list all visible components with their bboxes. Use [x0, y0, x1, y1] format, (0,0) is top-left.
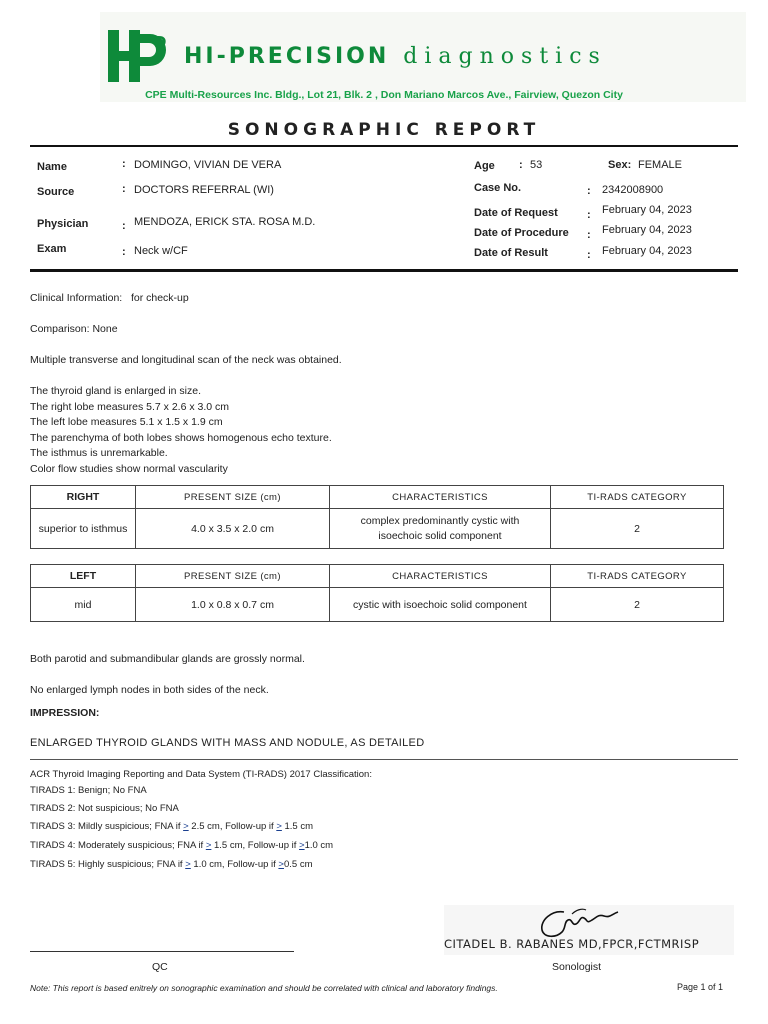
patient-exam: Neck w/CF [134, 245, 188, 257]
comparison: Comparison: None [30, 323, 118, 335]
patient-name: DOMINGO, VIVIAN DE VERA [134, 159, 282, 171]
exam-label: Exam [37, 243, 67, 255]
finding-line: The thyroid gland is enlarged in size. [30, 385, 202, 397]
tirads-3: TIRADS 3: Mildly suspicious; FNA if > 2.5 cm, Follow-up if > 1.5 cm [30, 821, 314, 832]
brand-name [184, 44, 607, 69]
lymph-finding: No enlarged lymph nodes in both sides of the neck. [30, 684, 269, 696]
date-of-procedure: February 04, 2023 [602, 224, 692, 236]
scan-description: Multiple transverse and longitudinal scan of the neck was obtained. [30, 354, 342, 366]
tirads-1: TIRADS 1: Benign; No FNA [30, 785, 147, 796]
impression-text: ENLARGED THYROID GLANDS WITH MASS AND NODULE, AS DETAILED [30, 737, 425, 749]
thyroid-findings [30, 384, 332, 477]
page-number: Page 1 of 1 [677, 982, 724, 992]
date-of-result: February 04, 2023 [602, 245, 692, 257]
patient-sex: FEMALE [638, 159, 683, 171]
date-result-label: Date of Result [474, 247, 548, 259]
table-side-left: LEFT [31, 565, 136, 588]
sonologist-label: Sonologist [552, 961, 602, 973]
qc-label: QC [152, 961, 168, 973]
glands-finding: Both parotid and submandibular glands are grossly normal. [30, 653, 305, 665]
date-result-colon: : [587, 249, 591, 261]
brand-sub: diagnostics [403, 44, 607, 69]
date-procedure-label: Date of Procedure [474, 227, 569, 239]
patient-physician: MENDOZA, ERICK STA. ROSA M.D. [134, 216, 316, 228]
left-nodule-table [30, 564, 724, 622]
disclaimer-note: Note: This report is based enitrely on sonographic examination and should be correlated with clinical and laboratory findings. [30, 983, 498, 993]
impression-label: IMPRESSION: [30, 707, 100, 719]
header-characteristics: CHARACTERISTICS [330, 565, 551, 588]
exam-colon: : [122, 246, 126, 258]
name-label: Name [37, 161, 67, 173]
nodule-location: mid [31, 588, 136, 622]
impression-rule [30, 759, 738, 760]
nodule-location: superior to isthmus [31, 509, 136, 549]
tirads-4: TIRADS 4: Moderately suspicious; FNA if > 1.5 cm, Follow-up if >1.0 cm [30, 840, 334, 851]
source-colon: : [122, 183, 126, 195]
sex-label: Sex: [608, 159, 632, 171]
date-request-label: Date of Request [474, 207, 558, 219]
table-side-right: RIGHT [31, 486, 136, 509]
header-characteristics: CHARACTERISTICS [330, 486, 551, 509]
acr-title: ACR Thyroid Imaging Reporting and Data System (TI-RADS) 2017 Classification: [30, 769, 372, 780]
clinical-information: Clinical Information: for check-up [30, 292, 189, 304]
age-label: Age [474, 160, 495, 172]
qc-signature-line [30, 951, 294, 952]
finding-line: The parenchyma of both lobes shows homogenous echo texture. [30, 431, 332, 444]
tirads-2: TIRADS 2: Not suspicious; No FNA [30, 803, 179, 814]
info-rule [30, 269, 738, 272]
nodule-category: 2 [551, 588, 724, 622]
finding-line: The isthmus is unremarkable. [30, 447, 168, 459]
nodule-size: 4.0 x 3.5 x 2.0 cm [136, 509, 330, 549]
case-number: 2342008900 [602, 184, 664, 196]
tirads-5: TIRADS 5: Highly suspicious; FNA if > 1.0 cm, Follow-up if >0.5 cm [30, 859, 313, 870]
nodule-characteristics: cystic with isoechoic solid component [330, 588, 551, 622]
header-present-size: PRESENT SIZE (cm) [136, 565, 330, 588]
top-rule [30, 145, 738, 147]
right-nodule-table [30, 485, 724, 549]
sonologist-name: CITADEL B. RABANES MD,FPCR,FCTMRISP [444, 937, 700, 951]
date-request-colon: : [587, 209, 591, 221]
finding-line: Color flow studies show normal vascularity [30, 462, 228, 475]
physician-colon: : [122, 220, 126, 232]
case-no-label: Case No. [474, 182, 522, 194]
svg-text:D: D [154, 33, 167, 51]
date-of-request: February 04, 2023 [602, 204, 692, 216]
header-present-size: PRESENT SIZE (cm) [136, 486, 330, 509]
case-no-colon: : [587, 185, 591, 197]
name-colon: : [122, 158, 126, 170]
nodule-characteristics: complex predominantly cystic with isoechoic solid component [330, 509, 551, 549]
nodule-size: 1.0 x 0.8 x 0.7 cm [136, 588, 330, 622]
report-title: SONOGRAPHIC REPORT [227, 120, 541, 140]
date-procedure-colon: : [587, 229, 591, 241]
patient-source: DOCTORS REFERRAL (WI) [134, 184, 274, 196]
physician-label: Physician [37, 218, 89, 230]
source-label: Source [37, 186, 75, 198]
brand-main: HI-PRECISION [184, 44, 390, 69]
patient-age: 53 [530, 159, 543, 171]
finding-line: The right lobe measures 5.7 x 2.6 x 3.0 cm [30, 400, 230, 413]
header-tirads-category: TI-RADS CATEGORY [551, 565, 724, 588]
hpd-logo-icon [108, 30, 172, 82]
clinic-address: CPE Multi-Resources Inc. Bldg., Lot 21, Blk. 2 , Don Mariano Marcos Ave., Fairview, Quezon City [145, 89, 623, 101]
nodule-category: 2 [551, 509, 724, 549]
header-tirads-category: TI-RADS CATEGORY [551, 486, 724, 509]
age-colon: : [519, 159, 523, 171]
finding-line: The left lobe measures 5.1 x 1.5 x 1.9 cm [30, 416, 223, 428]
